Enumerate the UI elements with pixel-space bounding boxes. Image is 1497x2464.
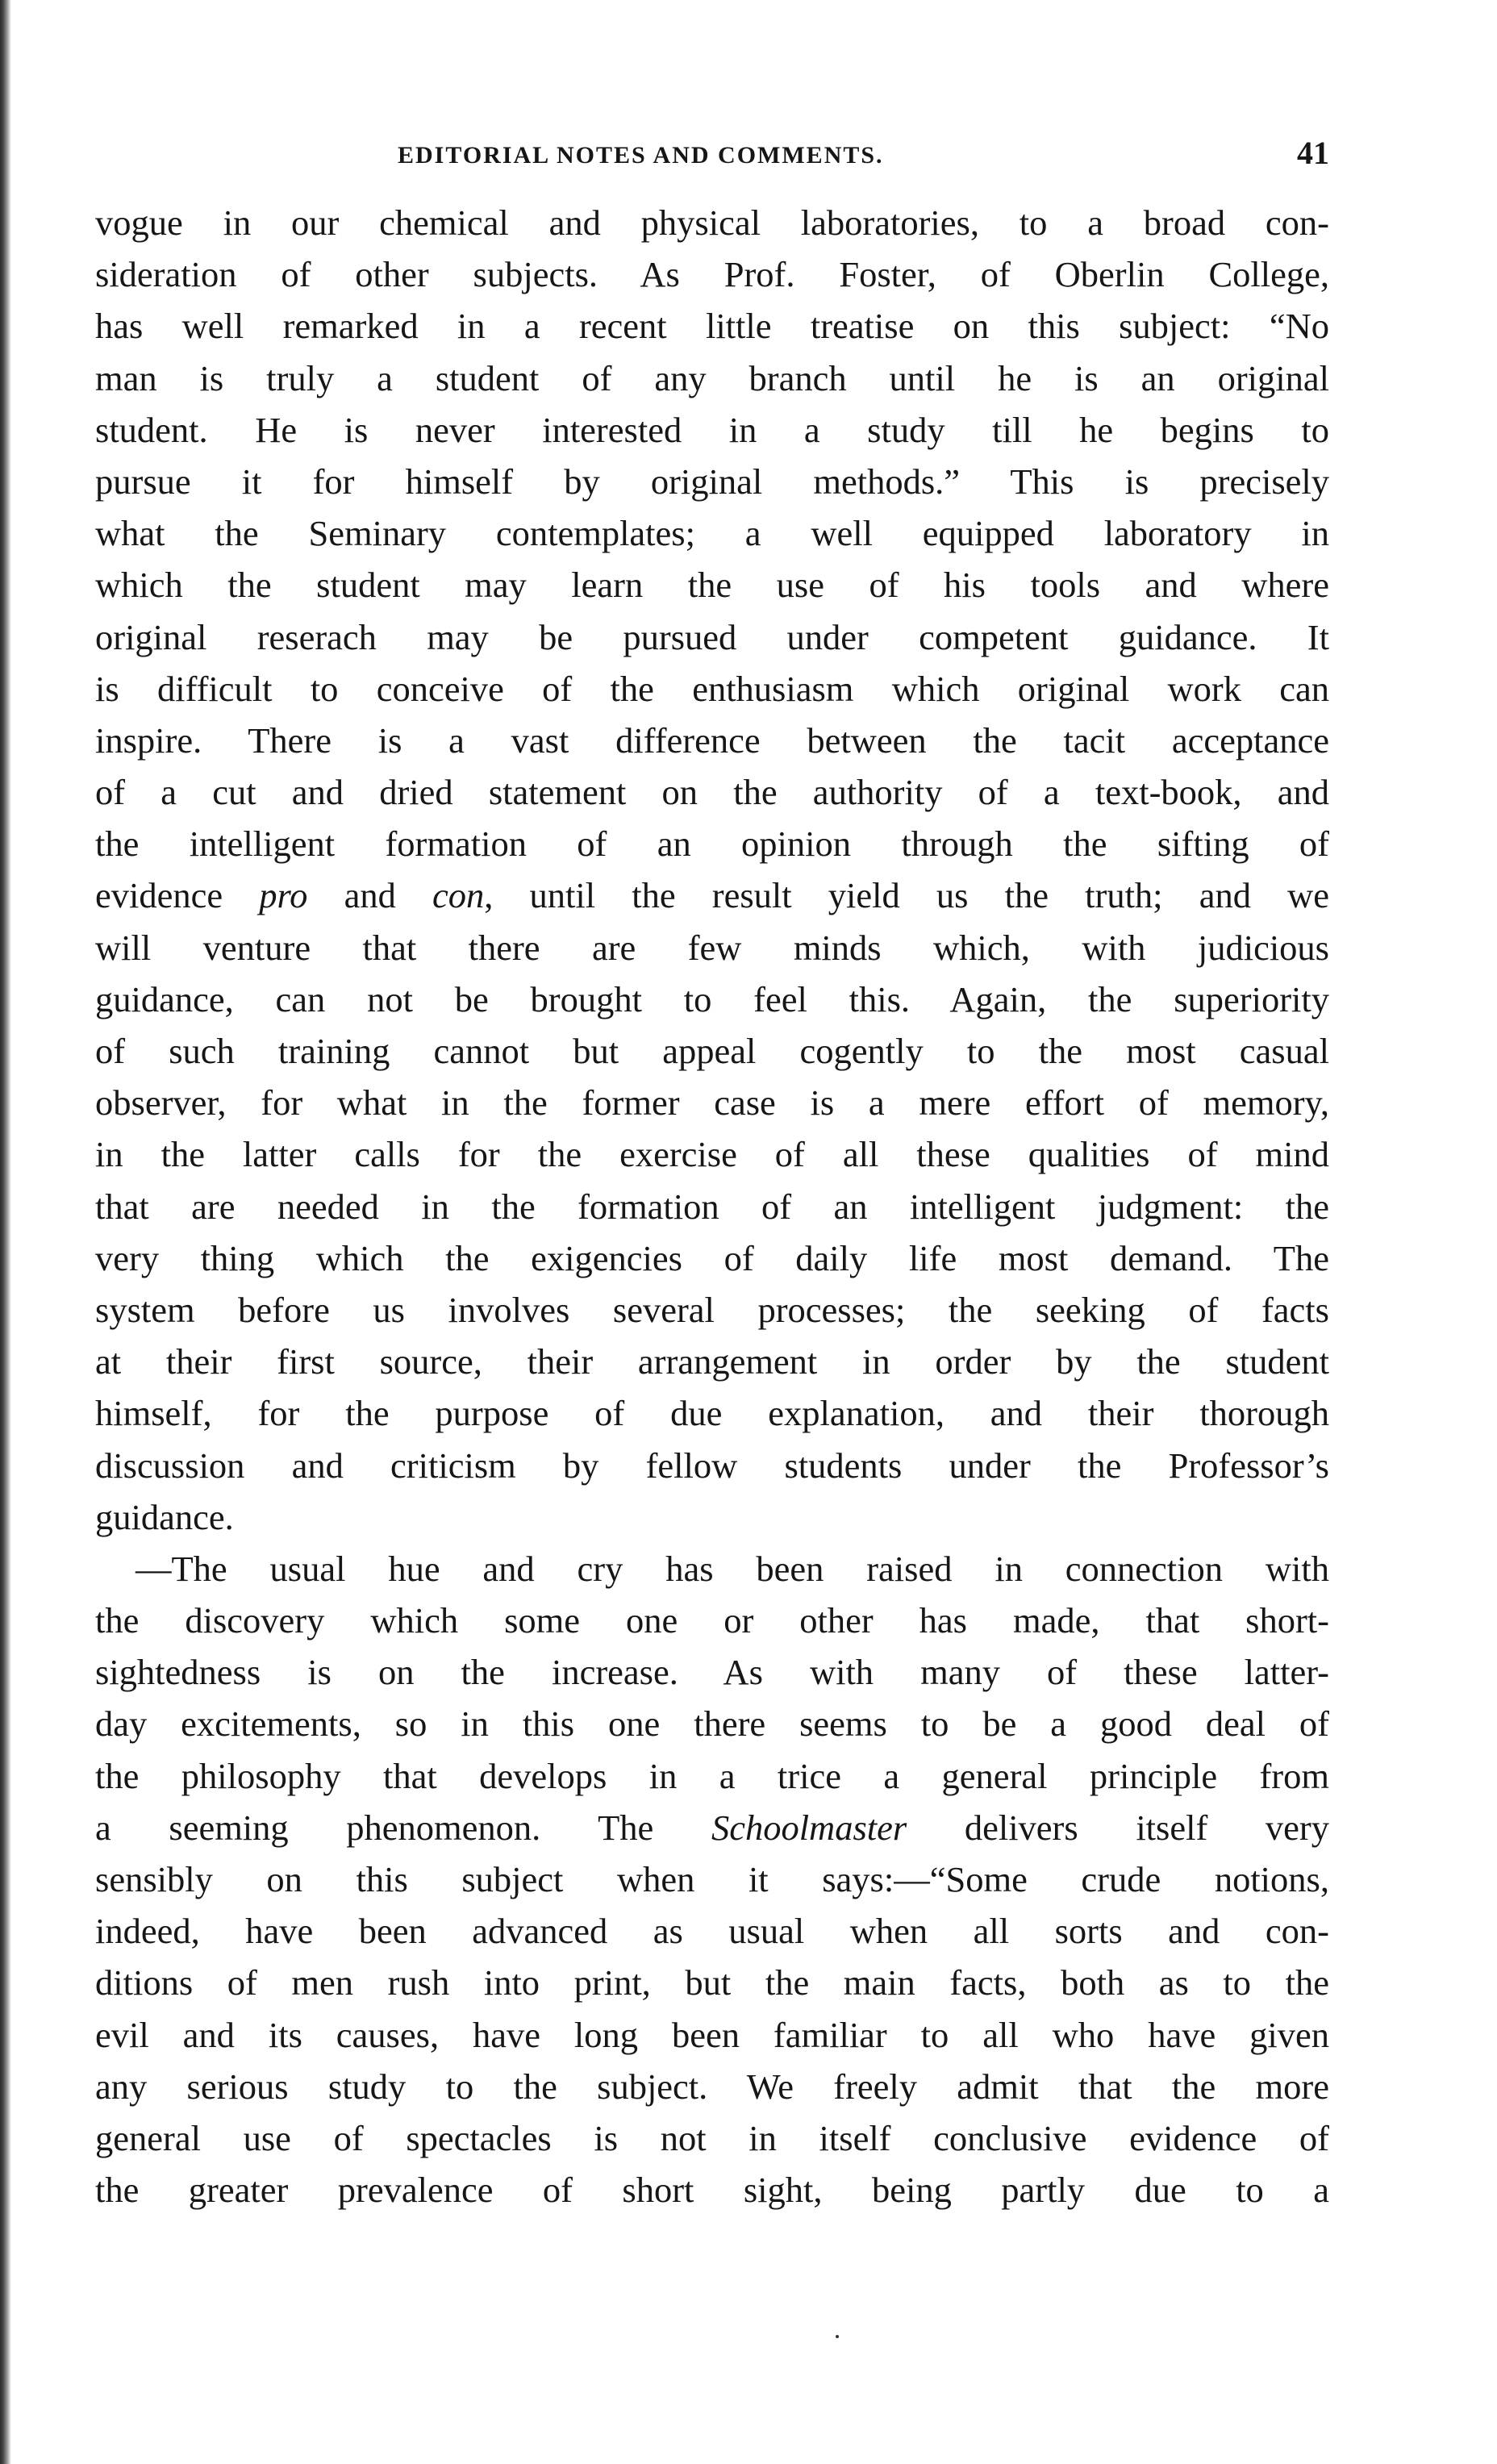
text-line: sightedness is on the increase. As with many of these latter- [95,1652,1329,1693]
text-line: the philosophy that develops in a trice a general principle from [95,1755,1329,1796]
text-line: man is truly a student of any branch until he is an original [95,357,1329,398]
text-line: is difficult to conceive of the enthusiasm which original work can [95,668,1329,709]
text-line: original reserach may be pursued under competent guidance. It [95,616,1329,657]
text-run: evidence [95,875,260,916]
book-page [95,129,1329,2216]
text-line: pursue it for himself by original methods.” This is precisely [95,461,1329,502]
text-line: any serious study to the subject. We freely admit that the more [95,2066,1329,2107]
text-line: which the student may learn the use of his tools and where [95,565,1329,606]
text-line: observer, for what in the former case is a mere effort of memory, [95,1082,1329,1124]
text-line: the greater prevalence of short sight, being partly due to a [95,2170,1329,2211]
text-line: sideration of other subjects. As Prof. Foster, of Oberlin College, [95,254,1329,295]
text-line: at their first source, their arrangement in order by the student [95,1341,1329,1382]
text-line: discussion and criticism by fellow students under the Professor’s [95,1445,1329,1486]
paragraph-seminary [95,197,1329,1543]
text-line: day excitements, so in this one there seems to be a good deal of [95,1703,1329,1745]
text-line: guidance, can not be brought to feel this. Again, the superiority [95,978,1329,1019]
text-line: guidance. [95,1496,234,1537]
text-line: that are needed in the formation of an intelligent judgment: the [95,1186,1329,1227]
page-number: 41 [1297,135,1329,171]
text-run: , until the result yield us the truth; and we [484,875,1329,916]
italic-word-pro: pro [259,875,308,916]
italic-word-con: con [432,875,485,916]
stray-mark [836,2335,839,2338]
binding-edge [0,0,11,2464]
text-run: delivers itself very [907,1807,1329,1848]
text-line: sensibly on this subject when it says:—“Some crude notions, [95,1859,1329,1899]
text-line: will venture that there are few minds which, with judicious [95,927,1329,968]
text-line: the discovery which some one or other has made, that short- [95,1600,1329,1641]
text-line [95,1802,1329,1853]
text-line: has well remarked in a recent little treatise on this subject: “No [95,306,1329,347]
text-run: and [307,875,432,916]
text-line: system before us involves several processes; the seeking of facts [95,1289,1329,1330]
text-line: what the Seminary contemplates; a well equipped laboratory in [95,513,1329,554]
body-text [95,197,1329,2216]
italic-title-schoolmaster: Schoolmaster [711,1807,907,1848]
text-line: the intelligent formation of an opinion through the sifting of [95,823,1329,865]
paragraph-short-sightedness [95,1543,1329,2216]
text-line: himself, for the purpose of due explanation, and their thorough [95,1393,1329,1434]
text-line: vogue in our chemical and physical laboratories, to a broad con- [95,202,1329,243]
text-line: —The usual hue and cry has been raised in connection with [136,1548,1329,1589]
text-line: ditions of men rush into print, but the main facts, both as to the [95,1962,1329,2003]
text-line: inspire. There is a vast difference between the tacit acceptance [95,719,1329,761]
text-line: of such training cannot but appeal cogently to the most casual [95,1031,1329,1071]
text-line [95,869,1329,921]
text-line: of a cut and dried statement on the authority of a text-book, and [95,772,1329,813]
text-run: a seeming phenomenon. The [95,1807,711,1848]
text-line: very thing which the exigencies of daily life most demand. The [95,1237,1329,1278]
text-line: indeed, have been advanced as usual when all sorts and con- [95,1911,1329,1952]
text-line: general use of spectacles is not in itself conclusive evidence of [95,2117,1329,2158]
running-title: EDITORIAL NOTES AND COMMENTS. [398,142,884,169]
text-line: evil and its causes, have long been familiar to all who have given [95,2014,1329,2055]
running-head [95,129,1329,186]
text-line: student. He is never interested in a study till he begins to [95,409,1329,450]
text-line: in the latter calls for the exercise of all these qualities of mind [95,1134,1329,1175]
